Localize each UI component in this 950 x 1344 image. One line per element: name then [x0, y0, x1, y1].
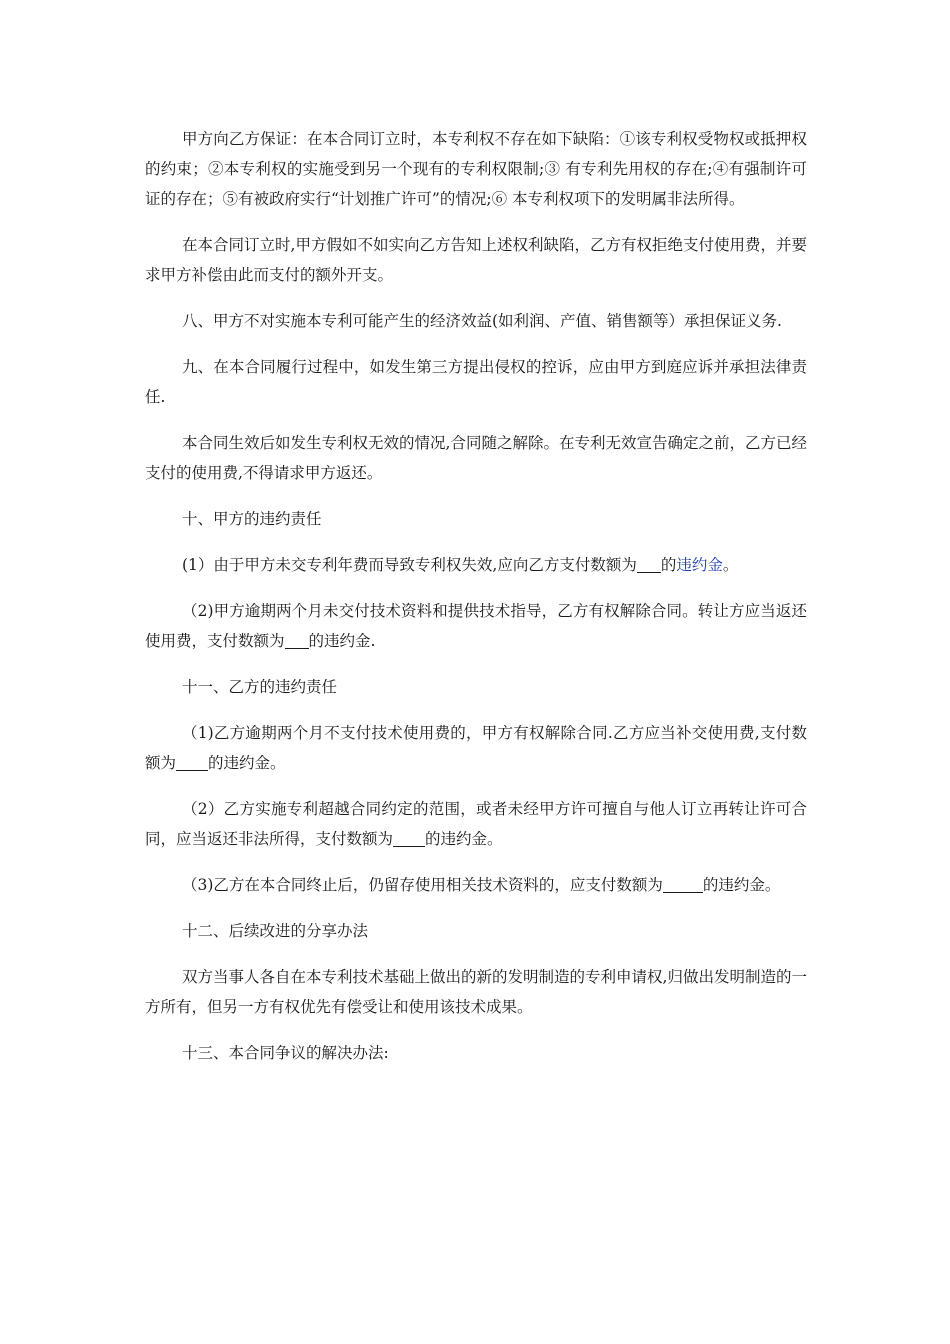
heading-clause-12: 十二、后续改进的分享办法	[182, 922, 369, 940]
clause-9: 九、在本合同履行过程中，如发生第三方提出侵权的控诉，应由甲方到庭应诉并承担法律责任.	[145, 358, 807, 406]
paragraph-warranty: 甲方向乙方保证：在本合同订立时，本专利权不存在如下缺陷：①该专利权受物权或抵押权的约束；②本专利权的实施受到另一个现有的专利权限制;③ 有专利先用权的存在;④有强制许可证的存在；⑤有被政府实行“计划推广许可”的情况;⑥ 本专利权项下的发明属非法所得。	[145, 130, 807, 208]
clause-10-item-2	[145, 596, 807, 656]
clause-10-item-1-end: 。	[722, 556, 739, 574]
amount-blank	[663, 877, 703, 894]
heading-clause-10: 十、甲方的违约责任	[182, 510, 322, 528]
clause-10-item-1-of: 的	[660, 556, 677, 574]
paragraph-improvement-sharing: 双方当事人各自在本专利技术基础上做出的新的发明制造的专利申请权,归做出发明制造的一方所有，但另一方有权优先有偿受让和使用该技术成果。	[145, 968, 807, 1016]
clause-11-item-2-text: （2）乙方实施专利超越合同约定的范围，或者未经甲方许可擅自与他人订立再转让许可合同，应当返还非法所得，支付数额为	[145, 800, 807, 848]
paragraph-defect-disclosure: 在本合同订立时,甲方假如不如实向乙方告知上述权利缺陷，乙方有权拒绝支付使用费，并要求甲方补偿由此而支付的额外开支。	[145, 236, 807, 284]
clause-10-item-1	[145, 550, 807, 580]
clause-11-item-1-text: （1)乙方逾期两个月不支付技术使用费的，甲方有权解除合同.乙方应当补交使用费,支付数额为	[145, 724, 807, 772]
amount-blank	[393, 831, 425, 848]
clause-11-item-1-end: 的违约金。	[208, 754, 286, 772]
heading-clause-13: 十三、本合同争议的解决办法:	[182, 1044, 389, 1062]
clause-11-item-3-end: 的违约金。	[702, 876, 781, 894]
clause-11-item-3	[145, 870, 807, 900]
clause-11-item-2-end: 的违约金。	[425, 830, 503, 848]
clause-11-item-1	[145, 718, 807, 778]
document-page	[145, 124, 807, 1084]
penalty-link[interactable]: 违约金	[676, 556, 723, 574]
amount-blank	[285, 633, 309, 650]
clause-10-item-1-text: (1）由于甲方未交专利年费而导致专利权失效,应向乙方支付数额为	[182, 556, 637, 574]
heading-clause-11: 十一、乙方的违约责任	[182, 678, 338, 696]
amount-blank	[637, 557, 661, 574]
amount-blank	[176, 755, 208, 772]
paragraph-patent-invalid: 本合同生效后如发生专利权无效的情况,合同随之解除。在专利无效宣告确定之前，乙方已经支付的使用费,不得请求甲方返还。	[145, 434, 807, 482]
clause-11-item-3-text: （3)乙方在本合同终止后，仍留存使用相关技术资料的，应支付数额为	[182, 876, 663, 894]
clause-11-item-2	[145, 794, 807, 854]
clause-10-item-2-end: 的违约金.	[308, 632, 376, 650]
clause-8: 八、甲方不对实施本专利可能产生的经济效益(如利润、产值、销售额等）承担保证义务.	[182, 312, 782, 330]
clause-10-item-2-text: （2)甲方逾期两个月未交付技术资料和提供技术指导，乙方有权解除合同。转让方应当返还使用费，支付数额为	[145, 602, 807, 650]
